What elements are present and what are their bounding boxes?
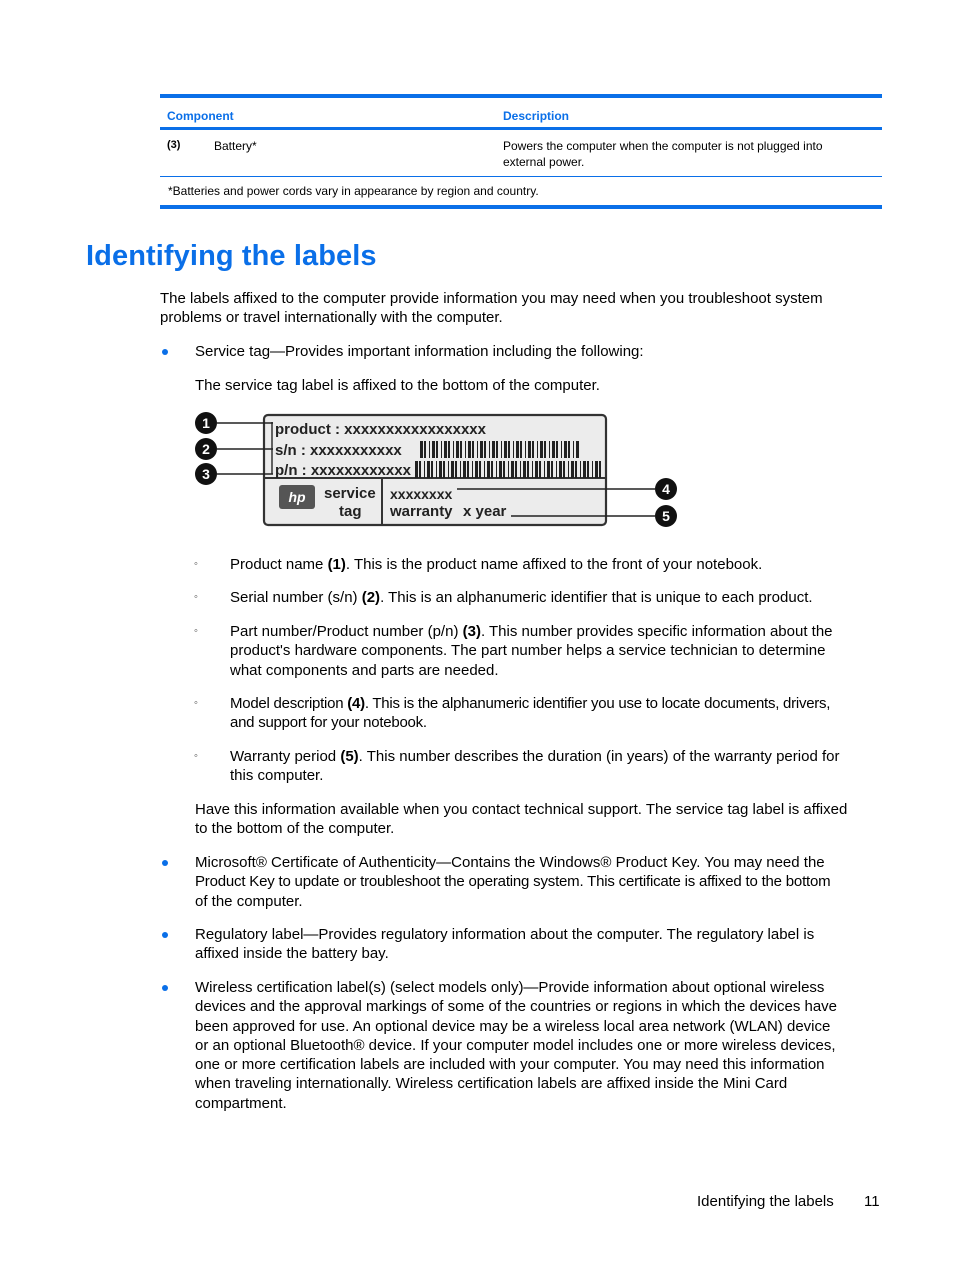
- barcode-bar: [523, 461, 526, 478]
- barcode-bar: [544, 461, 545, 478]
- barcode-bar: [463, 461, 466, 478]
- barcode-bar: [420, 441, 423, 458]
- barcode-bar: [424, 461, 425, 478]
- barcode-bar: [580, 461, 581, 478]
- sub-item-text: Part number/Product number (p/n): [230, 623, 463, 640]
- barcode-bar: [532, 461, 533, 478]
- barcode-bar: [583, 461, 586, 478]
- bullet-line: devices and the approval markings of some of the countries or regions in which the devices have: [195, 998, 838, 1016]
- table-row: [160, 130, 882, 176]
- barcode-bar: [484, 441, 486, 458]
- barcode-bar: [544, 441, 546, 458]
- barcode-bar: [467, 461, 469, 478]
- bullet-dot: [162, 349, 168, 355]
- bullet-line: one or more certification labels are included with your computer. You may need this information: [195, 1056, 825, 1074]
- header-description: Description: [503, 109, 570, 123]
- footer-page-number: 11: [864, 1193, 880, 1210]
- barcode-bar: [487, 461, 490, 478]
- barcode-bar: [511, 461, 514, 478]
- component-table: [160, 94, 882, 209]
- barcode-bar: [424, 441, 426, 458]
- barcode-bar: [415, 461, 418, 478]
- bullet-service-tag: Service tag—Provides important information including the following:: [195, 343, 644, 360]
- barcode-bar: [479, 461, 481, 478]
- barcode-bar: [499, 461, 502, 478]
- barcode-bar: [477, 441, 478, 458]
- barcode-bar: [516, 441, 519, 458]
- sub-item-product-name: [230, 555, 762, 574]
- support-line: to the bottom of the computer.: [195, 820, 395, 838]
- barcode-bar: [484, 461, 485, 478]
- sub-item-text: Serial number (s/n): [230, 589, 362, 606]
- barcode-bar: [460, 461, 461, 478]
- label-pn-text: p/n : xxxxxxxxxxxx: [275, 462, 411, 479]
- barcode-bar: [427, 461, 430, 478]
- sub-item-marker: ◦: [194, 591, 198, 603]
- bullet-certificate-of-authenticity: [195, 853, 830, 911]
- barcode-bar: [535, 461, 538, 478]
- barcode-bar: [508, 441, 510, 458]
- barcode-bar: [453, 441, 454, 458]
- barcode-bar: [419, 461, 421, 478]
- barcode-bar: [436, 461, 437, 478]
- section-heading: Identifying the labels: [86, 240, 377, 272]
- sub-item-marker: ◦: [194, 558, 198, 570]
- intro-paragraph: [160, 289, 823, 328]
- bullet-line: or an optional Bluetooth® device. If your computer model includes one or more wireless devices,: [195, 1036, 836, 1054]
- sub-item-ref: (4): [347, 695, 365, 712]
- barcode-bar: [527, 461, 529, 478]
- barcode-bar: [599, 461, 601, 478]
- label-warranty-text: warranty: [390, 503, 453, 520]
- intro-line: The labels affixed to the computer provide information you may need when you troubleshoot system: [160, 290, 823, 307]
- sub-item-serial-number: [230, 588, 813, 607]
- barcode-bar: [525, 441, 526, 458]
- sub-item-text: Model description: [230, 695, 348, 712]
- barcode-bar: [432, 441, 435, 458]
- sub-item-text: this computer.: [230, 767, 324, 785]
- barcode-bar: [451, 461, 454, 478]
- barcode-bar: [472, 461, 473, 478]
- barcode-bar: [549, 441, 550, 458]
- header-component: Component: [167, 109, 234, 123]
- barcode-bar: [561, 441, 562, 458]
- row-description-line2: external power.: [503, 155, 585, 169]
- sub-item-part-number: [230, 622, 833, 680]
- barcode-bar: [436, 441, 438, 458]
- sub-item-text: . This is the alphanumeric identifier you use to locate documents, drivers,: [364, 695, 831, 712]
- barcode-bar: [472, 441, 474, 458]
- table-bottom-rule: [160, 205, 882, 209]
- barcode-bar: [515, 461, 517, 478]
- barcode-bar: [592, 461, 593, 478]
- label-tag-text: tag: [339, 503, 362, 520]
- support-paragraph: [195, 800, 847, 839]
- label-x-year-text: x year: [463, 503, 507, 520]
- callout-1-text: 1: [202, 415, 210, 431]
- callout-4-text: 4: [662, 481, 670, 497]
- barcode-bar: [429, 441, 430, 458]
- barcode-bar: [448, 461, 449, 478]
- barcode-bar: [576, 441, 579, 458]
- barcode-bar: [460, 441, 462, 458]
- label-product-text: product : xxxxxxxxxxxxxxxxx: [275, 421, 486, 438]
- sub-item-text: product's hardware components. The part number helps a service technician to determine: [230, 642, 826, 660]
- row-component: Battery*: [214, 139, 257, 153]
- barcode-bar: [539, 461, 541, 478]
- barcode-bar: [444, 441, 447, 458]
- barcode-bar: [520, 461, 521, 478]
- sub-item-text: . This is the product name affixed to the front of your notebook.: [345, 556, 763, 573]
- sub-item-marker: ◦: [194, 750, 198, 762]
- sub-item-text: what components and parts are needed.: [230, 661, 499, 679]
- barcode-bar: [504, 441, 507, 458]
- sub-item-ref: (1): [327, 556, 346, 573]
- barcode-bar: [480, 441, 483, 458]
- barcode-bar: [443, 461, 445, 478]
- barcode-bar: [575, 461, 577, 478]
- row-number: (3): [167, 139, 181, 151]
- barcode-bar: [465, 441, 466, 458]
- label-model-text: xxxxxxxx: [390, 486, 453, 502]
- barcode-bar: [439, 461, 442, 478]
- sub-item-ref: (3): [462, 623, 481, 640]
- barcode-bar: [501, 441, 502, 458]
- table-header-row: [160, 98, 882, 127]
- barcode-bar: [431, 461, 433, 478]
- bullet-line: affixed inside the battery bay.: [195, 945, 389, 963]
- barcode-bar: [556, 461, 557, 478]
- sub-item-model-description: [230, 694, 830, 733]
- label-service-text: service: [324, 485, 376, 502]
- hp-logo-text: hp: [288, 489, 306, 505]
- barcode-bar: [520, 441, 522, 458]
- callout-3-text: 3: [202, 466, 210, 482]
- bullet-regulatory-label: [195, 925, 814, 964]
- barcode-bar: [551, 461, 553, 478]
- barcode-bar: [441, 441, 442, 458]
- bullet-line: Regulatory label—Provides regulatory information about the computer. The regulatory label is: [195, 926, 815, 943]
- sub-item-text: . This is an alphanumeric identifier that is unique to each product.: [380, 589, 813, 606]
- bullet-line: Microsoft® Certificate of Authenticity—Contains the Windows® Product Key. You may need the: [195, 854, 825, 871]
- barcode-bar: [568, 441, 570, 458]
- barcode-bar: [556, 441, 558, 458]
- barcode-bar: [496, 461, 497, 478]
- bullet-line: been approved for use. An optional device may be a wireless local area network (WLAN) device: [195, 1017, 831, 1035]
- barcode-bar: [547, 461, 550, 478]
- callout-5-text: 5: [662, 508, 670, 524]
- barcode-bar: [532, 441, 534, 458]
- sub-item-text: . This number provides specific information about the: [480, 623, 833, 640]
- footer-section-title: Identifying the labels: [697, 1193, 834, 1210]
- support-line: Have this information available when you contact technical support. The service tag label is affixed: [195, 801, 848, 818]
- sub-item-warranty-period: [230, 747, 839, 786]
- bullet-line: when traveling internationally. Wireless certification labels are affixed inside the Mini Card: [195, 1075, 788, 1093]
- barcode-bar: [455, 461, 457, 478]
- bullet-line: Product Key to update or troubleshoot the operating system. This certificate is affixed to the bottom: [195, 873, 831, 891]
- barcode-bar: [491, 461, 493, 478]
- label-sn-text: s/n : xxxxxxxxxxx: [275, 442, 402, 459]
- barcode-bar: [456, 441, 459, 458]
- table-footnote-row: [160, 177, 882, 205]
- row-description-line1: Powers the computer when the computer is not plugged into: [503, 139, 823, 153]
- barcode-bar: [448, 441, 450, 458]
- barcode-bar: [540, 441, 543, 458]
- service-tag-label-illustration: [193, 408, 683, 532]
- callout-2-text: 2: [202, 441, 210, 457]
- barcode-bar: [564, 441, 567, 458]
- barcode-bar: [475, 461, 478, 478]
- barcode-bar: [587, 461, 589, 478]
- sub-item-ref: (2): [361, 589, 381, 606]
- barcode-bar: [468, 441, 471, 458]
- barcode-bar: [528, 441, 531, 458]
- barcode-bar: [552, 441, 555, 458]
- barcode-bar: [537, 441, 538, 458]
- bullet-dot: [162, 985, 168, 991]
- barcode-bar: [571, 461, 574, 478]
- bullet-line: of the computer.: [195, 892, 303, 910]
- barcode-bar: [492, 441, 495, 458]
- barcode-bar: [563, 461, 565, 478]
- sub-item-ref: (5): [340, 748, 359, 765]
- bullet-dot: [162, 932, 168, 938]
- bullet-wireless-certification: [195, 978, 837, 1113]
- sub-item-text: . This number describes the duration (in years) of the warranty period for: [358, 748, 840, 765]
- barcode-bar: [595, 461, 598, 478]
- barcode-bar: [508, 461, 509, 478]
- barcode-bar: [573, 441, 574, 458]
- sub-item-text: and support for your notebook.: [230, 714, 427, 732]
- sub-item-text: Warranty period: [230, 748, 341, 765]
- sub-item-marker: ◦: [194, 697, 198, 709]
- barcode-bar: [496, 441, 498, 458]
- barcode-bar: [513, 441, 514, 458]
- bullet-line: compartment.: [195, 1094, 287, 1112]
- bullet-dot: [162, 860, 168, 866]
- barcode-bar: [559, 461, 562, 478]
- barcode-bar: [503, 461, 505, 478]
- sub-item-text: Product name: [230, 556, 328, 573]
- bullet-line: Wireless certification label(s) (select models only)—Provide information about optional wireless: [195, 979, 825, 996]
- service-tag-location: The service tag label is affixed to the bottom of the computer.: [195, 377, 600, 394]
- table-footnote: *Batteries and power cords vary in appearance by region and country.: [168, 184, 539, 198]
- barcode-bar: [568, 461, 569, 478]
- intro-line: problems or travel internationally with the computer.: [160, 309, 503, 327]
- barcode-bar: [489, 441, 490, 458]
- sub-item-marker: ◦: [194, 625, 198, 637]
